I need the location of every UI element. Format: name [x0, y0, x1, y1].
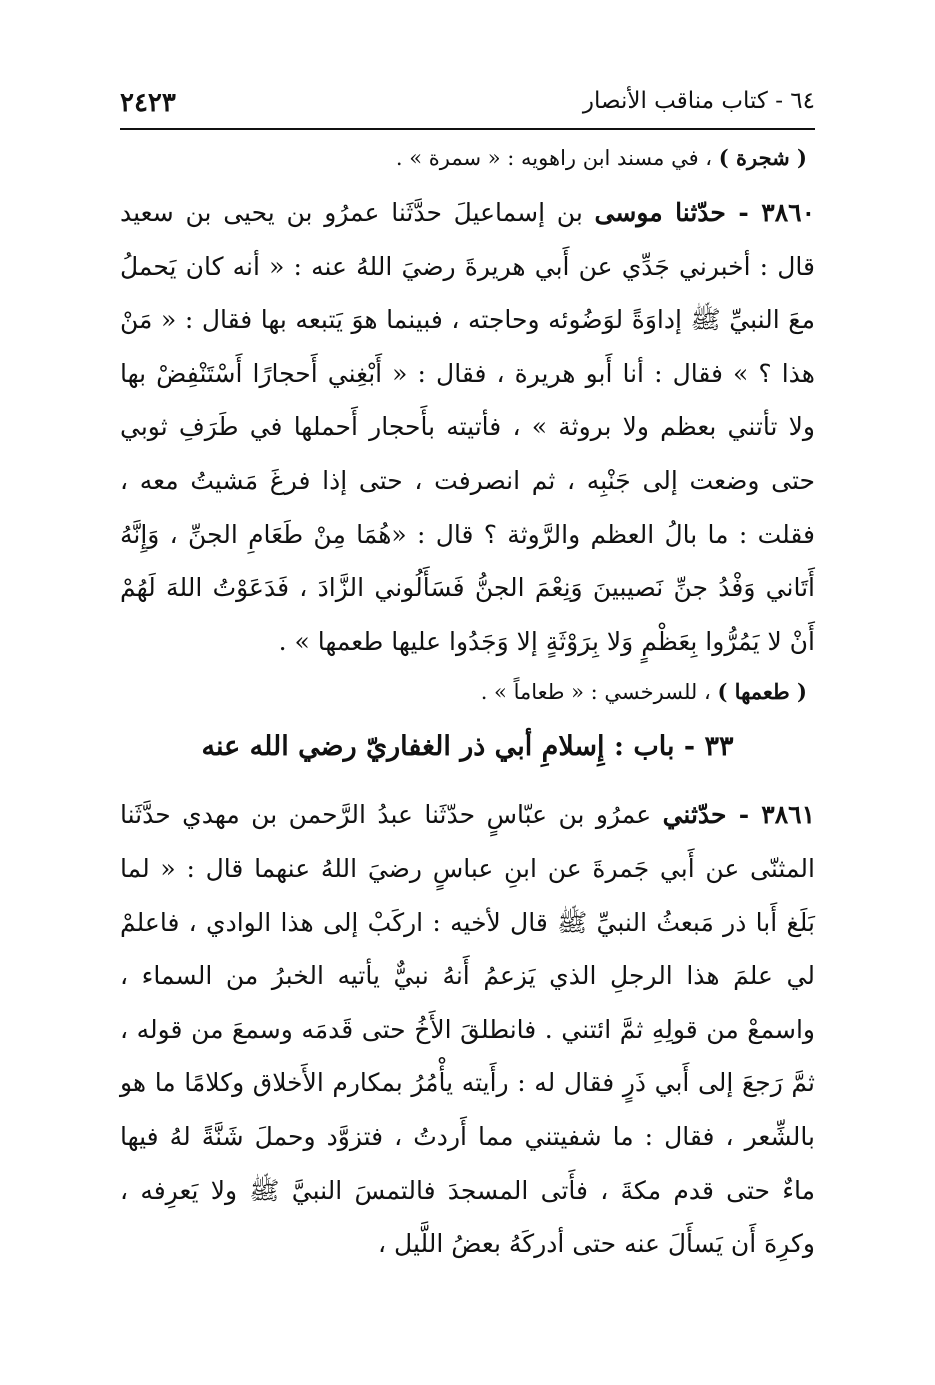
chapter-heading: ٣٣ - باب : إِسلامِ أبي ذر الغفاريّ رضي الله عنه: [201, 731, 734, 763]
hadith-number: ٣٨٦١: [761, 800, 815, 830]
hadith-text: بن إسماعيلَ حدَّثَنا عمرُو بن يحيى بن سعيد قال : أخبرني جَدِّي عن أَبي هريرةَ رضيَ اللهُ عنه : « أنه كان يَحملُ معَ النبيِّ ﷺ إداوَةً لوَضُوئه وحاجته ، فبينما هوَ يَتبعه بها فقال : « مَنْ هذا ؟ » فقال : أنا أَبو هريرة ، فقال : « أَبْغِني أَحجارًا أَسْتَنْفِضْ بها ولا تأتني بعظم ولا بروثة » ، فأتيته بأَحجار أَحملها في طَرَفِ ثوبي حتى وضعت إلى جَنْبِه ، ثم انصرفت ، حتى إذا فرغَ مَشيتُ معه ، فقلت : ما بالُ العظم والرَّوثة ؟ قال : «هُمَا مِنْ طَعَامِ الجنِّ ، وَإِنَّهُ أَتَاني وَفْدُ جنِّ نَصيبينَ وَنِعْمَ الجنُّ فَسَأَلُوني الزَّادَ ، فَدَعَوْتُ اللهَ لَهُمْ أَنْ لا يَمُرُّوا بِعَظْمٍ وَلا بِرَوْثَةٍ إلا وَجَدُوا عليها طعمها » .: [120, 198, 815, 656]
page-header: [120, 88, 815, 122]
note-text: ، للسرخسي : « طعاماً » .: [480, 680, 718, 705]
hadith-3860: [120, 186, 815, 668]
page-body: [120, 140, 815, 1271]
hadith-text: عمرُو بن عبّاسٍ حدّثَنا عبدُ الرَّحمن بن مهدي حدَّثَنا المثنّى عن أَبي جَمرةَ عن ابنِ عباسٍ رضيَ اللهُ عنهما قال : « لما بَلَغ أَبا ذر مَبعثُ النبيِّ ﷺ قال لأخيه : اركَبْ إلى هذا الوادي ، فاعلمْ لي علمَ هذا الرجلِ الذي يَزعمُ أَنهُ نبيٌّ يأتيه الخبرُ من السماء ، واسمعْ من قولِهِ ثمَّ ائتني . فانطلقَ الأَخُ حتى قَدمَه وسمعَ من قوله ، ثمَّ رَجعَ إلى أَبي ذَرٍ فقال له : رأَيته يأْمُرُ بمكارم الأَخلاق وكلامًا ما هو بالشِّعر ، فقال : ما شفيتني مما أَردتُ ، فتزوَّد وحملَ شَنَّةً لهُ فيها ماءٌ حتى قدم مكةَ ، فأَتى المسجدَ فالتمسَ النبيَّ ﷺ ولا يَعرِفه ، وكرِهَ أَن يَسأَلَ عنه حتى أدركَهُ بعضُ اللَّيل ،: [120, 800, 815, 1259]
book-title: ٦٤ - كتاب مناقب الأنصار: [582, 88, 815, 114]
hadith-lead: - حدّثني: [662, 800, 762, 830]
hadith-lead: - حدّثنا موسى: [594, 198, 762, 227]
page-number: ٢٤٢٣: [120, 88, 176, 118]
note-text: ، في مسند ابن راهويه : « سمرة » .: [395, 146, 719, 170]
hadith-3861: [120, 788, 815, 1270]
header-rule: [120, 128, 815, 130]
note-term: ( شجرة ): [718, 145, 807, 170]
hadith-number: ٣٨٦٠: [761, 198, 815, 227]
footnote-taamuha: [120, 674, 807, 710]
note-term: ( طعمها ): [717, 679, 807, 705]
footnote-shajara: [120, 140, 807, 176]
